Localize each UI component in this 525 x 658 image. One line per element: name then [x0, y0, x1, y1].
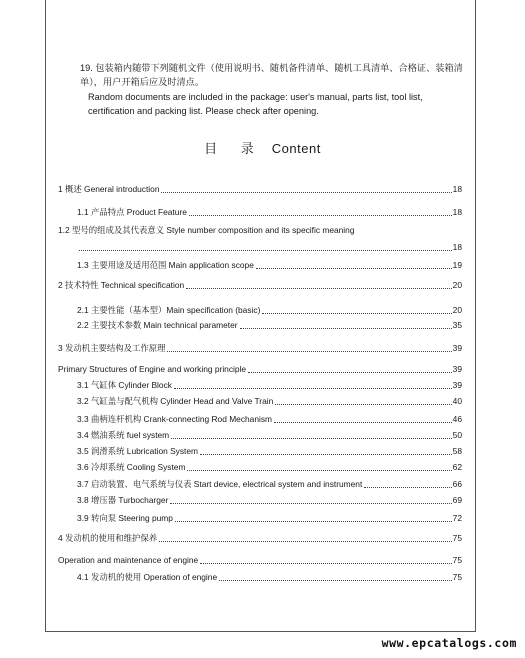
toc-entry-page: 50 [452, 430, 462, 440]
watermark-link[interactable]: www.epcatalogs.com [381, 636, 517, 650]
toc-entry-page: 46 [452, 414, 462, 424]
toc-entry-title: Operation and maintenance of engine [58, 555, 199, 565]
toc-entry-page: 69 [452, 495, 462, 505]
leader-dots [189, 202, 452, 216]
leader-dots [186, 275, 452, 289]
toc-entry-page: 72 [452, 513, 462, 523]
leader-dots [167, 338, 451, 352]
toc-entry-title: 3.1 气缸体 Cylinder Block [77, 380, 172, 390]
leader-dots [187, 457, 451, 471]
leader-dots [171, 425, 452, 439]
toc-entry-page: 58 [452, 446, 462, 456]
toc-entry[interactable] [58, 554, 462, 567]
toc-entry[interactable] [77, 461, 462, 474]
toc-entry-page: 20 [452, 280, 462, 290]
toc-entry[interactable] [58, 342, 462, 355]
toc-entry[interactable] [77, 259, 462, 272]
toc-heading [0, 138, 525, 157]
leader-dots [364, 474, 451, 488]
toc-entry-page: 40 [452, 396, 462, 406]
leader-dots [219, 567, 452, 581]
toc-entry-title: 1 概述 General introduction [58, 184, 160, 194]
leader-dots [79, 237, 452, 251]
toc-entry-style-number-label[interactable]: 1.2 型号的组成及其代表意义 Style number composition and its specific meaning [58, 225, 355, 235]
toc-entry[interactable] [77, 494, 462, 507]
toc-entry-page: 75 [452, 555, 462, 565]
leader-dots [248, 359, 452, 373]
toc-entry-page: 18 [452, 242, 462, 252]
toc-entry-title: 3.8 增压器 Turbocharger [77, 495, 169, 505]
toc-entry-title: 3.7 启动装置、电气系统与仪表 Start device, electrical system and instrument [77, 479, 363, 489]
leader-dots [256, 255, 452, 269]
toc-entry-page: 35 [452, 320, 462, 330]
toc-entry-page: 62 [452, 462, 462, 472]
toc-entry-page: 20 [452, 305, 462, 315]
toc-entry-page: 66 [452, 479, 462, 489]
toc-entry[interactable] [77, 512, 462, 525]
intro-chinese-text: 19. 包装箱内随带下列随机文件（使用说明书、随机备件清单、随机工具清单、合格证、装箱清单），用户开箱后应及时清点。 [80, 63, 463, 87]
leader-dots [274, 409, 452, 423]
toc-entry-title: 4.1 发动机的使用 Operation of engine [77, 572, 218, 582]
toc-entry[interactable] [77, 241, 462, 254]
toc-entry-page: 18 [452, 184, 462, 194]
toc-entry-title: 2 技术特性 Technical specification [58, 280, 185, 290]
toc-entry-page: 75 [452, 533, 462, 543]
leader-dots [175, 508, 452, 522]
toc-entry-title: 3.6 冷却系统 Cooling System [77, 462, 186, 472]
leader-dots [159, 528, 452, 542]
toc-entry-title: 1.3 主要用途及适用范围 Main application scope [77, 260, 254, 270]
toc-entry-title: 3.4 燃油系统 fuel system [77, 430, 170, 440]
leader-dots [170, 490, 451, 504]
leader-dots [200, 550, 452, 564]
toc-entry-title: 3 发动机主要结构及工作原理 [58, 343, 166, 353]
leader-dots [174, 375, 452, 389]
leader-dots [262, 300, 451, 314]
toc-entry-page: 75 [452, 572, 462, 582]
toc-entry[interactable] [58, 183, 462, 196]
toc-entry-page: 18 [452, 207, 462, 217]
toc-entry-title: 1.1 产品特点 Product Feature [77, 207, 187, 217]
toc-entry-title: 3.3 曲柄连杆机构 Crank-connecting Rod Mechanism [77, 414, 273, 424]
toc-entry-title: 4 发动机的使用和维护保养 [58, 533, 158, 543]
toc-entry-page: 19 [452, 260, 462, 270]
toc-entry[interactable] [58, 532, 462, 545]
toc-entry[interactable] [77, 395, 462, 408]
toc-entry-title: 2.1 主要性能（基本型）Main specification (basic) [77, 305, 261, 315]
toc-heading-en: Content [271, 141, 321, 156]
leader-dots [161, 179, 451, 193]
toc-entry-page: 39 [452, 343, 462, 353]
toc-heading-cn: 目 录 [204, 141, 264, 156]
toc-entry-title: 3.5 润滑系统 Lubrication System [77, 446, 199, 456]
leader-dots [275, 391, 451, 405]
toc-entry-title: 3.9 转向泵 Steering pump [77, 513, 173, 523]
toc-entry-title: 2.2 主要技术参数 Main technical parameter [77, 320, 238, 330]
leader-dots [200, 441, 452, 455]
leader-dots [240, 315, 452, 329]
toc-entry[interactable] [77, 319, 462, 332]
toc-entry-title: 3.2 气缸盖与配气机构 Cylinder Head and Valve Train [77, 396, 274, 406]
toc-entry[interactable] [77, 571, 462, 584]
toc-entry-page: 39 [452, 364, 462, 374]
toc-entry-page: 39 [452, 380, 462, 390]
toc-entry[interactable] [58, 279, 462, 292]
toc-entry-title: Primary Structures of Engine and working principle [58, 364, 247, 374]
toc-entry[interactable] [77, 206, 462, 219]
intro-english-text: Random documents are included in the package: user's manual, parts list, tool list, certification and packing list. Please check after opening. [88, 92, 423, 116]
